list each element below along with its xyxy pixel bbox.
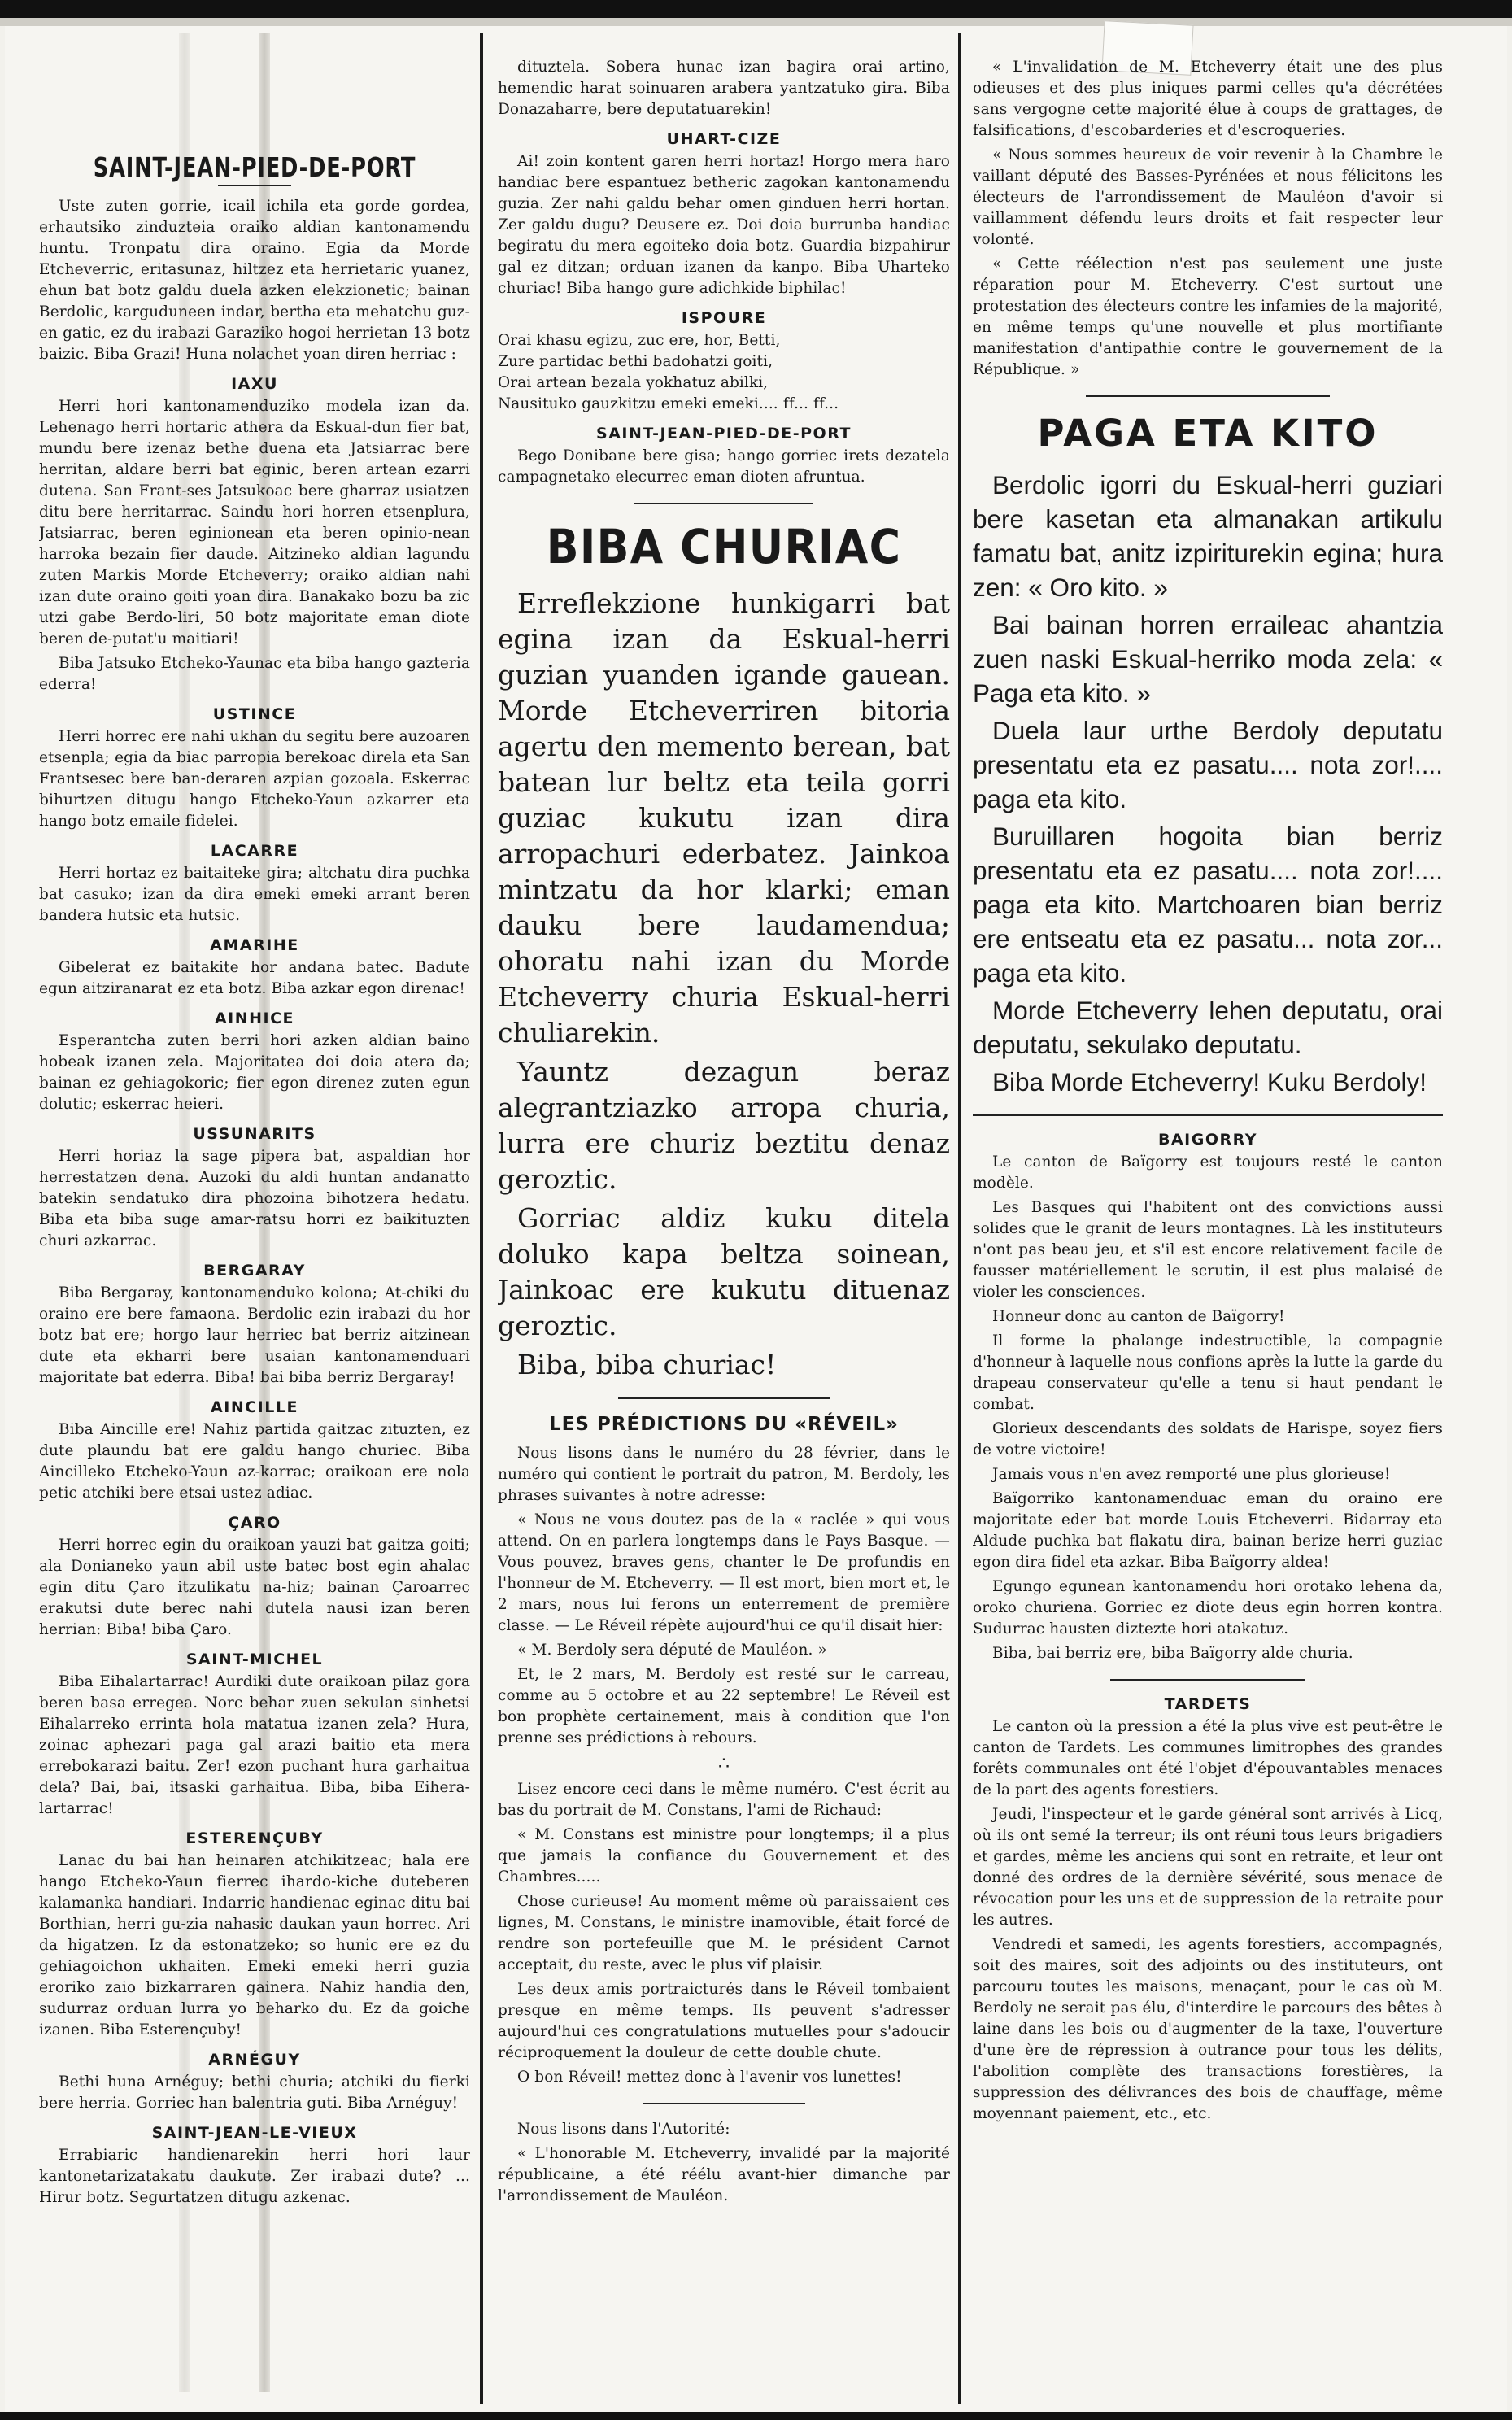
paragraph: Les Basques qui l'habitent ont des convictions aussi solides que le granit de leurs montagnes. Là les instituteurs n'ont pas beau jeu, et s'il est encore relativement facile de fausser matériellement le scrutin, il est plus malaisé de violer les consciences. [973, 1199, 1443, 1301]
paragraph: « M. Constans est ministre pour longtemps; il a plus que jamais la confiance du Gouvernement et des Chambres..... [498, 1826, 950, 1886]
biba-paragraph: Gorriac aldiz kuku ditela doluko kapa beltza soinean, Jainkoac ere kukutu dituenaz geroztic. [498, 1202, 950, 1341]
section-divider [618, 1397, 830, 1399]
paragraph: « Nous ne vous doutez pas de la « raclée » qui vous attend. On en parlera longtemps dans le Pays Basque. — Vous pouvez, braves gens, chanter le De profundis en l'honneur de M. Etcheverry. — Il est mort, bien mort et, le 2 mars, nous lui ferons un enterrement de première classe. — Le Réveil répète aujourd'hui ce qu'il disait hier: [498, 1511, 950, 1634]
paragraph: Les deux amis portraicturés dans le Réveil tombaient presque en même temps. Ils peuvent s'adresser aujourd'hui ces congratulations mutuelles pour s'adoucir réciproquement la douleur de cette double chute. [498, 1981, 950, 2061]
section-heading: AINHICE [214, 1009, 295, 1027]
section-heading: SAINT-MICHEL [185, 1650, 324, 1668]
paragraph: Egungo egunean kantonamendu hori orotako lehena da, oroko churiena. Gorriec ez diote deus egin horren kontra. Sudurrac hausten diztezte hori atakatuz. [973, 1578, 1443, 1637]
verse-line: Orai khasu egizu, zuc ere, hor, Betti, [498, 332, 781, 349]
paragraph: Herri horrec egin du oraikoan yauzi bat gaitza goiti; ala Donianeko yaun abil uste batec bost egin ahalac egin ditu Çaro itzulikatu na-hiz; bainan Çaroarrec erakutsi dute berec nahi dutela nausi izan beren herrian: Biba! biba Çaro. [39, 1537, 470, 1638]
predictions-title: LES PRÉDICTIONS DU «RÉVEIL» [548, 1414, 899, 1435]
masthead-underline [218, 185, 291, 186]
paragraph: Et, le 2 mars, M. Berdoly est resté sur le carreau, comme au 5 octobre et au 22 septembre! Le Réveil est bon prophète certainement, mais à condition que l'on prenne ses prédictions à rebours. [498, 1666, 950, 1746]
paga-paragraph: Biba Morde Etcheverry! Kuku Berdoly! [992, 1067, 1427, 1097]
paragraph: « Nous sommes heureux de voir revenir à la Chambre le vaillant député des Basses-Pyrénées et nous félicitons les électeurs de l'arrondissement de Mauléon d'avoir si vaillamment défendu leurs droits et fait respecter leur volonté. [973, 146, 1443, 248]
paragraph: Jamais vous n'en avez remporté une plus glorieuse! [992, 1466, 1391, 1483]
tardets-title: TARDETS [1164, 1695, 1252, 1713]
paragraph: Chose curieuse! Au moment même où paraissaient ces lignes, M. Constans, le ministre inamovible, était forcé de rendre son portefeuille que M. le président Carnot acceptait, du reste, avec le plus vif plaisir. [498, 1893, 950, 1973]
section-divider [1110, 1679, 1305, 1681]
paga-eta-kito-title: PAGA ETA KITO [1037, 412, 1379, 455]
section-heading: LACARRE [210, 842, 299, 860]
paragraph: Biba, bai berriz ere, biba Baïgorry alde churia. [992, 1645, 1353, 1662]
paragraph: Herri hortaz ez baitaiteke gira; altchatu dira puchka bat casuko; izan da dira emeki emeki arrant beren bandera hutsic eta hutsic. [39, 865, 470, 924]
paga-paragraph: Berdolic igorri du Eskual-herri guziari bere kasetan eta almanakan artikulu famatu bat, anitz izpiriturekin egina; hura zen: « Oro kito. » [973, 470, 1443, 602]
column-2-top [498, 57, 950, 488]
section-heading: ÇARO [228, 1514, 281, 1532]
section-heading: ARNÉGUY [208, 2051, 301, 2069]
separator-dots: ∴ [718, 1754, 730, 1774]
paragraph: « L'honorable M. Etcheverry, invalidé par la majorité républicaine, a été réélu avant-hier dimanche par l'arrondissement de Mauléon. [498, 2145, 950, 2204]
paragraph: Esperantcha zuten berri hori azken aldian baino hobeak izanen zela. Majoritatea doi doia atera da; bainan ez gehiagokoric; fier egon direnez zuten egun dolutic; eskerrac heieri. [39, 1032, 470, 1113]
predictions-body-2 [498, 1779, 950, 2088]
paragraph: « L'invalidation de M. Etcheverry était une des plus odieuses et des plus iniques parmi celles qu'a décrétées sans vergogne cette majorité élue à coups de grattages, de falsifications, d'escobarderies et d'escroqueries. [973, 59, 1443, 139]
section-divider [643, 2103, 805, 2104]
predictions-body [498, 1443, 950, 1749]
biba-paragraph: Biba, biba churiac! [517, 1349, 777, 1380]
section-heading: IAXU [231, 375, 278, 393]
paragraph: Baïgorriko kantonamenduac eman du oraino ere majoritate eder bat morde Louis Etcheverri. Bidarray eta Aldude puchka bat flakatu dira, bainan berize herri guziac egon dira fidel eta azkar. Biba Baïgorry aldea! [973, 1490, 1443, 1571]
paragraph: Le canton où la pression a été la plus vive est peut-être le canton de Tardets. Les communes limitrophes des grandes forêts communales ont été l'objet d'épouvantables menaces de la part des agents forestiers. [973, 1718, 1443, 1799]
column-rule [480, 33, 483, 2404]
section-heading: SAINT-JEAN-LE-VIEUX [151, 2124, 358, 2142]
paragraph: Il forme la phalange indestructible, la compagnie d'honneur à laquelle nous confions après la lutte la garde du drapeau conservateur qu'elle a tenu si haut pendant le combat. [973, 1332, 1443, 1413]
biba-churiac-body [498, 586, 950, 1383]
paragraph: Biba Jatsuko Etcheko-Yaunac eta biba hango gazteria ederra! [39, 655, 470, 693]
section-heading: UHART-CIZE [666, 130, 782, 148]
column-3-top [973, 57, 1443, 381]
section-divider [1086, 395, 1330, 397]
verse-line: Nausituko gauzkitzu emeki emeki.... ff... ff... [498, 395, 839, 412]
paragraph: Lanac du bai han heinaren atchikitzeac; hala ere hango Etcheko-Yaun fierrec ihardo-kiche duteberen kalamanka handiari. Indarric handienac eginac ditu bai Borthian, herri gu-zia nahasic daukan yaun horrec. Ari da higatzen. Iz da estonatzeko; so hunic ere ez du gehiagoichon ukhaiten. Emeki emeki herri guzia eroriko zaio bizkarraren gainera. Nahiz handia den, sudurraz orduan lurra yo beharko du. Ez da goiche izanen. Biba Esterençuby! [39, 1852, 470, 2038]
paga-paragraph: Bai bainan horren erraileac ahantzia zuen naski Eskual-herriko moda zela: « Paga eta kito. » [973, 610, 1443, 708]
paragraph: Lisez encore ceci dans le même numéro. C'est écrit au bas du portrait de M. Constans, l'ami de Richaud: [498, 1781, 950, 1819]
paga-eta-kito-body [973, 468, 1443, 1099]
section-heading: USSUNARITS [193, 1125, 316, 1143]
column-2 [498, 57, 950, 2400]
section-heading: BERGARAY [203, 1262, 306, 1280]
section-heading: ESTERENÇUBY [185, 1829, 324, 1847]
paragraph: Glorieux descendants des soldats de Harispe, soyez fiers de votre victoire! [973, 1420, 1443, 1459]
paga-paragraph: Buruillaren hogoita bian berriz presentatu eta ez pasatu.... nota zor!.... paga eta kito. Martchoaren bian berriz ere entseatu eta ez pasatu... nota zor... paga eta kito. [973, 822, 1443, 988]
tardets-body [973, 1716, 1443, 2125]
paragraph: Herri hori kantonamenduziko modela izan da. Lehenago herri hortaric athera da Eskual-dun fier bat, mundu bere izenaz bethe duena eta Jatsiarrac bere herritan, aldare berri bat eginic, beren artean ezarri dutena. San Frant-ses Jatsukoac bere gharraz usiatzen ditu bere herritarrac. Saindu hori horren etsenplura, Jatsiarrac, beren eginionean eta beren opinio-nean harroka bezain fier daude. Aitzineko aldian lagundu zuten Markis Morde Etcheverry; oraiko aldian nahi izan dute oraino goiti yoan dira. Banakako bozu ba zic utzi gabe Berdo-liri, 50 botz majoritate eman diote beren de-putat'u maitiari! [39, 398, 470, 648]
biba-paragraph: Yauntz dezagun beraz alegrantziazko arropa churia, lurra ere churiz beztitu denaz geroztic. [498, 1056, 950, 1195]
bottom-edge [0, 2412, 1512, 2420]
paragraph: « Cette réélection n'est pas seulement une juste réparation pour M. Etcheverry. C'est surtout une protestation des électeurs contre les infamies de la majorité, en même temps qu'une nouvelle et plus mortifiante manifestation d'antipathie contre le gouvernement de la République. » [973, 255, 1443, 378]
column-1 [39, 57, 470, 2400]
verse-line: Orai artean bezala yokhatuz abilki, [498, 374, 769, 391]
baigorry-body [973, 1152, 1443, 1664]
paragraph: Biba Bergaray, kantonamenduko kolona; At-chiki du oraino ere bere famaona. Berdolic ezin irabazi du hor botz bat ere; horgo laur herriec bat berriz aitzinean dute eta ekharri bere usaian kantonamenduari majoritate bat ederra. Biba! bai biba berriz Bergaray! [39, 1284, 470, 1386]
paragraph: Uste zuten gorrie, icail ichila eta gorde gordea, erhautsiko zinduzteia oraiko aldian kantonamendu huntu. Tronpatu dira oraino. Egia da Morde Etcheverric, eritasunaz, hiltzez eta herrietaric yuanez, ehun bat botz galdu duela azken elekzionetic; bainan Berdolic, karguduneen indar, bertha eta mehatchu guz-en gatic, ez du irabazi Garaziko hogoi herrietan 13 botz baizic. Biba Grazi! Huna nolachet yoan diren herriac : [39, 198, 470, 363]
paragraph: Jeudi, l'inspecteur et le garde général sont arrivés à Licq, où ils ont semé la terreur; ils ont réuni tous leurs brigadiers et gardes, même les anciens qui sont en retraite, et leur ont donné des ordres de la dernière sévérité, sous menace de révocation pour les uns et de suppression de la retraite pour les autres. [973, 1806, 1443, 1929]
masthead: SAINT-JEAN-PIED-DE-PORT [93, 151, 416, 183]
section-heading: ISPOURE [681, 309, 767, 327]
paragraph: Bego Donibane bere gisa; hango gorriec irets dezatela campagnetako elecurrec eman dioten afruntua. [498, 447, 950, 486]
column-1-content [39, 196, 470, 2209]
verse-line: Zure partidac bethi badohatzi goiti, [498, 353, 773, 370]
paga-paragraph: Duela laur urthe Berdoly deputatu presentatu eta ez pasatu.... nota zor!.... paga eta kito. [973, 716, 1443, 813]
paragraph: Errabiaric handienarekin herri hori laur kantonetarizatakatu daukute. Zer irabazi dute? ... Hirur botz. Segurtatzen ditugu azkenac. [39, 2147, 470, 2206]
section-divider [973, 1114, 1443, 1116]
paragraph: Biba Aincille ere! Nahiz partida gaitzac zituzten, ez dute plaundu bat ere galdu hango churiec. Biba Aincilleko Etcheko-Yaun az-karrac; oraikoan ere nola petic atchiki bere etsai ustez adiac. [39, 1421, 470, 1502]
column-3 [973, 57, 1443, 2400]
section-heading: AMARIHE [210, 936, 299, 954]
paga-paragraph: Morde Etcheverry lehen deputatu, orai deputatu, sekulako deputatu. [973, 996, 1443, 1059]
paragraph: dituztela. Sobera hunac izan bagira orai artino, hemendic harat soinuaren arabera yantzatuko gira. Biba Donazaharre, bere deputatuarekin! [498, 59, 950, 118]
paragraph: Gibelerat ez baitakite hor andana batec. Badute egun aitziranarat ez eta botz. Biba azkar egon direnac! [39, 959, 470, 997]
baigorry-title: BAIGORRY [1158, 1131, 1257, 1149]
section-divider [634, 503, 813, 504]
column-rule [958, 33, 961, 2404]
paragraph: Vendredi et samedi, les agents forestiers, accompagnés, soit des maires, soit des adjoints ou des instituteurs, ont parcouru toutes les maisons, menaçant, pour le cas où M. Berdoly ne serait pas élu, d'interdire le parcours des bêtes à laine dans les bois ou d'augmenter de la taxe, l'ouverture d'une ère de répression à outrance pour tous les délits, l'abolition complète des transactions forestières, la suppression des délivrances des bois de chauffage, même moyennant paiement, etc., etc. [973, 1936, 1443, 2122]
paragraph: Herri horrec ere nahi ukhan du segitu bere auzoaren etsenpla; egia da biac parropia berekoac direla eta San Frantsesec bere ban-deraren azpian gozoala. Eskerrac bihurtzen ditugu hango Etcheko-Yaun azkarrer eta hango botz emaile fidelei. [39, 728, 470, 830]
paragraph: Biba Eihalartarrac! Aurdiki dute oraikoan pilaz gora beren basa erregea. Norc behar zuen sekulan sinhetsi Eihalarreko errinta hola matatua izanen zela? Hura, zoinac aphezari paga gal arazi baitio eta mera errebokarazi baitu. Zer! ezon puchant hura garhaitua dela? Bai, bai, itsaski garhaitua. Biba, biba Eihera-lartarrac! [39, 1673, 470, 1817]
top-edge [0, 0, 1512, 18]
paragraph: O bon Réveil! mettez donc à l'avenir vos lunettes! [517, 2069, 902, 2086]
paragraph: Bethi huna Arnéguy; bethi churia; atchiki du fierki bere herria. Gorriec han balentria guti. Biba Arnéguy! [39, 2073, 470, 2112]
paragraph: Honneur donc au canton de Baïgorry! [992, 1308, 1285, 1325]
paragraph: Ai! zoin kontent garen herri hortaz! Horgo mera haro handiac bere espantuez betheric zagokan kantonamendu guzia. Zer nahi galdu behar omen ginduen herri hortan. Zer galdu dugu? Deusere ez. Doi doia burrunba handiac begiratu du mera egoiteko doia botz. Guardia bizpahirur gal ez ditzan; orduan izanen da kanpo. Biba Uharteko churiac! Biba hango gure adichkide biphilac! [498, 153, 950, 297]
section-heading: AINCILLE [211, 1398, 298, 1416]
section-heading: USTINCE [212, 705, 297, 723]
biba-paragraph: Erreflekzione hunkigarri bat egina izan da Eskual-herri guzian yuanden igande gauean. Morde Etcheverriren bitoria agertu den memento berean, bat batean lur beltz eta teila gorri guziac kukutu izan dira arropachuri ederbatez. Jainkoa mintzatu da hor klarki; eman dauku bere laudamendua; ohoratu nahi izan du Morde Etcheverry churia Eskual-herri chuliarekin. [498, 587, 950, 1049]
paragraph: Nous lisons dans le numéro du 28 février, dans le numéro qui contient le portrait du patron, M. Berdoly, les phrases suivantes à notre adresse: [498, 1445, 950, 1504]
paragraph: « M. Berdoly sera député de Mauléon. » [517, 1642, 827, 1659]
paragraph: Le canton de Baïgorry est toujours resté le canton modèle. [973, 1153, 1443, 1192]
paragraph: Herri horiaz la sage pipera bat, aspaldian hor herrestatzen dena. Auzoki du aldi huntan andanatto batekin sendatuko dira phozoina bihotzera hedatu. Biba eta biba suge amar-ratsu horri ez baikituzten churi azkarrac. [39, 1148, 470, 1249]
top-edge-shadow [0, 18, 1512, 26]
paragraph: Nous lisons dans l'Autorité: [517, 2121, 730, 2138]
biba-churiac-title: BIBA CHURIAC [546, 519, 902, 574]
autorite-quote [498, 2119, 950, 2207]
section-heading: SAINT-JEAN-PIED-DE-PORT [596, 425, 852, 443]
